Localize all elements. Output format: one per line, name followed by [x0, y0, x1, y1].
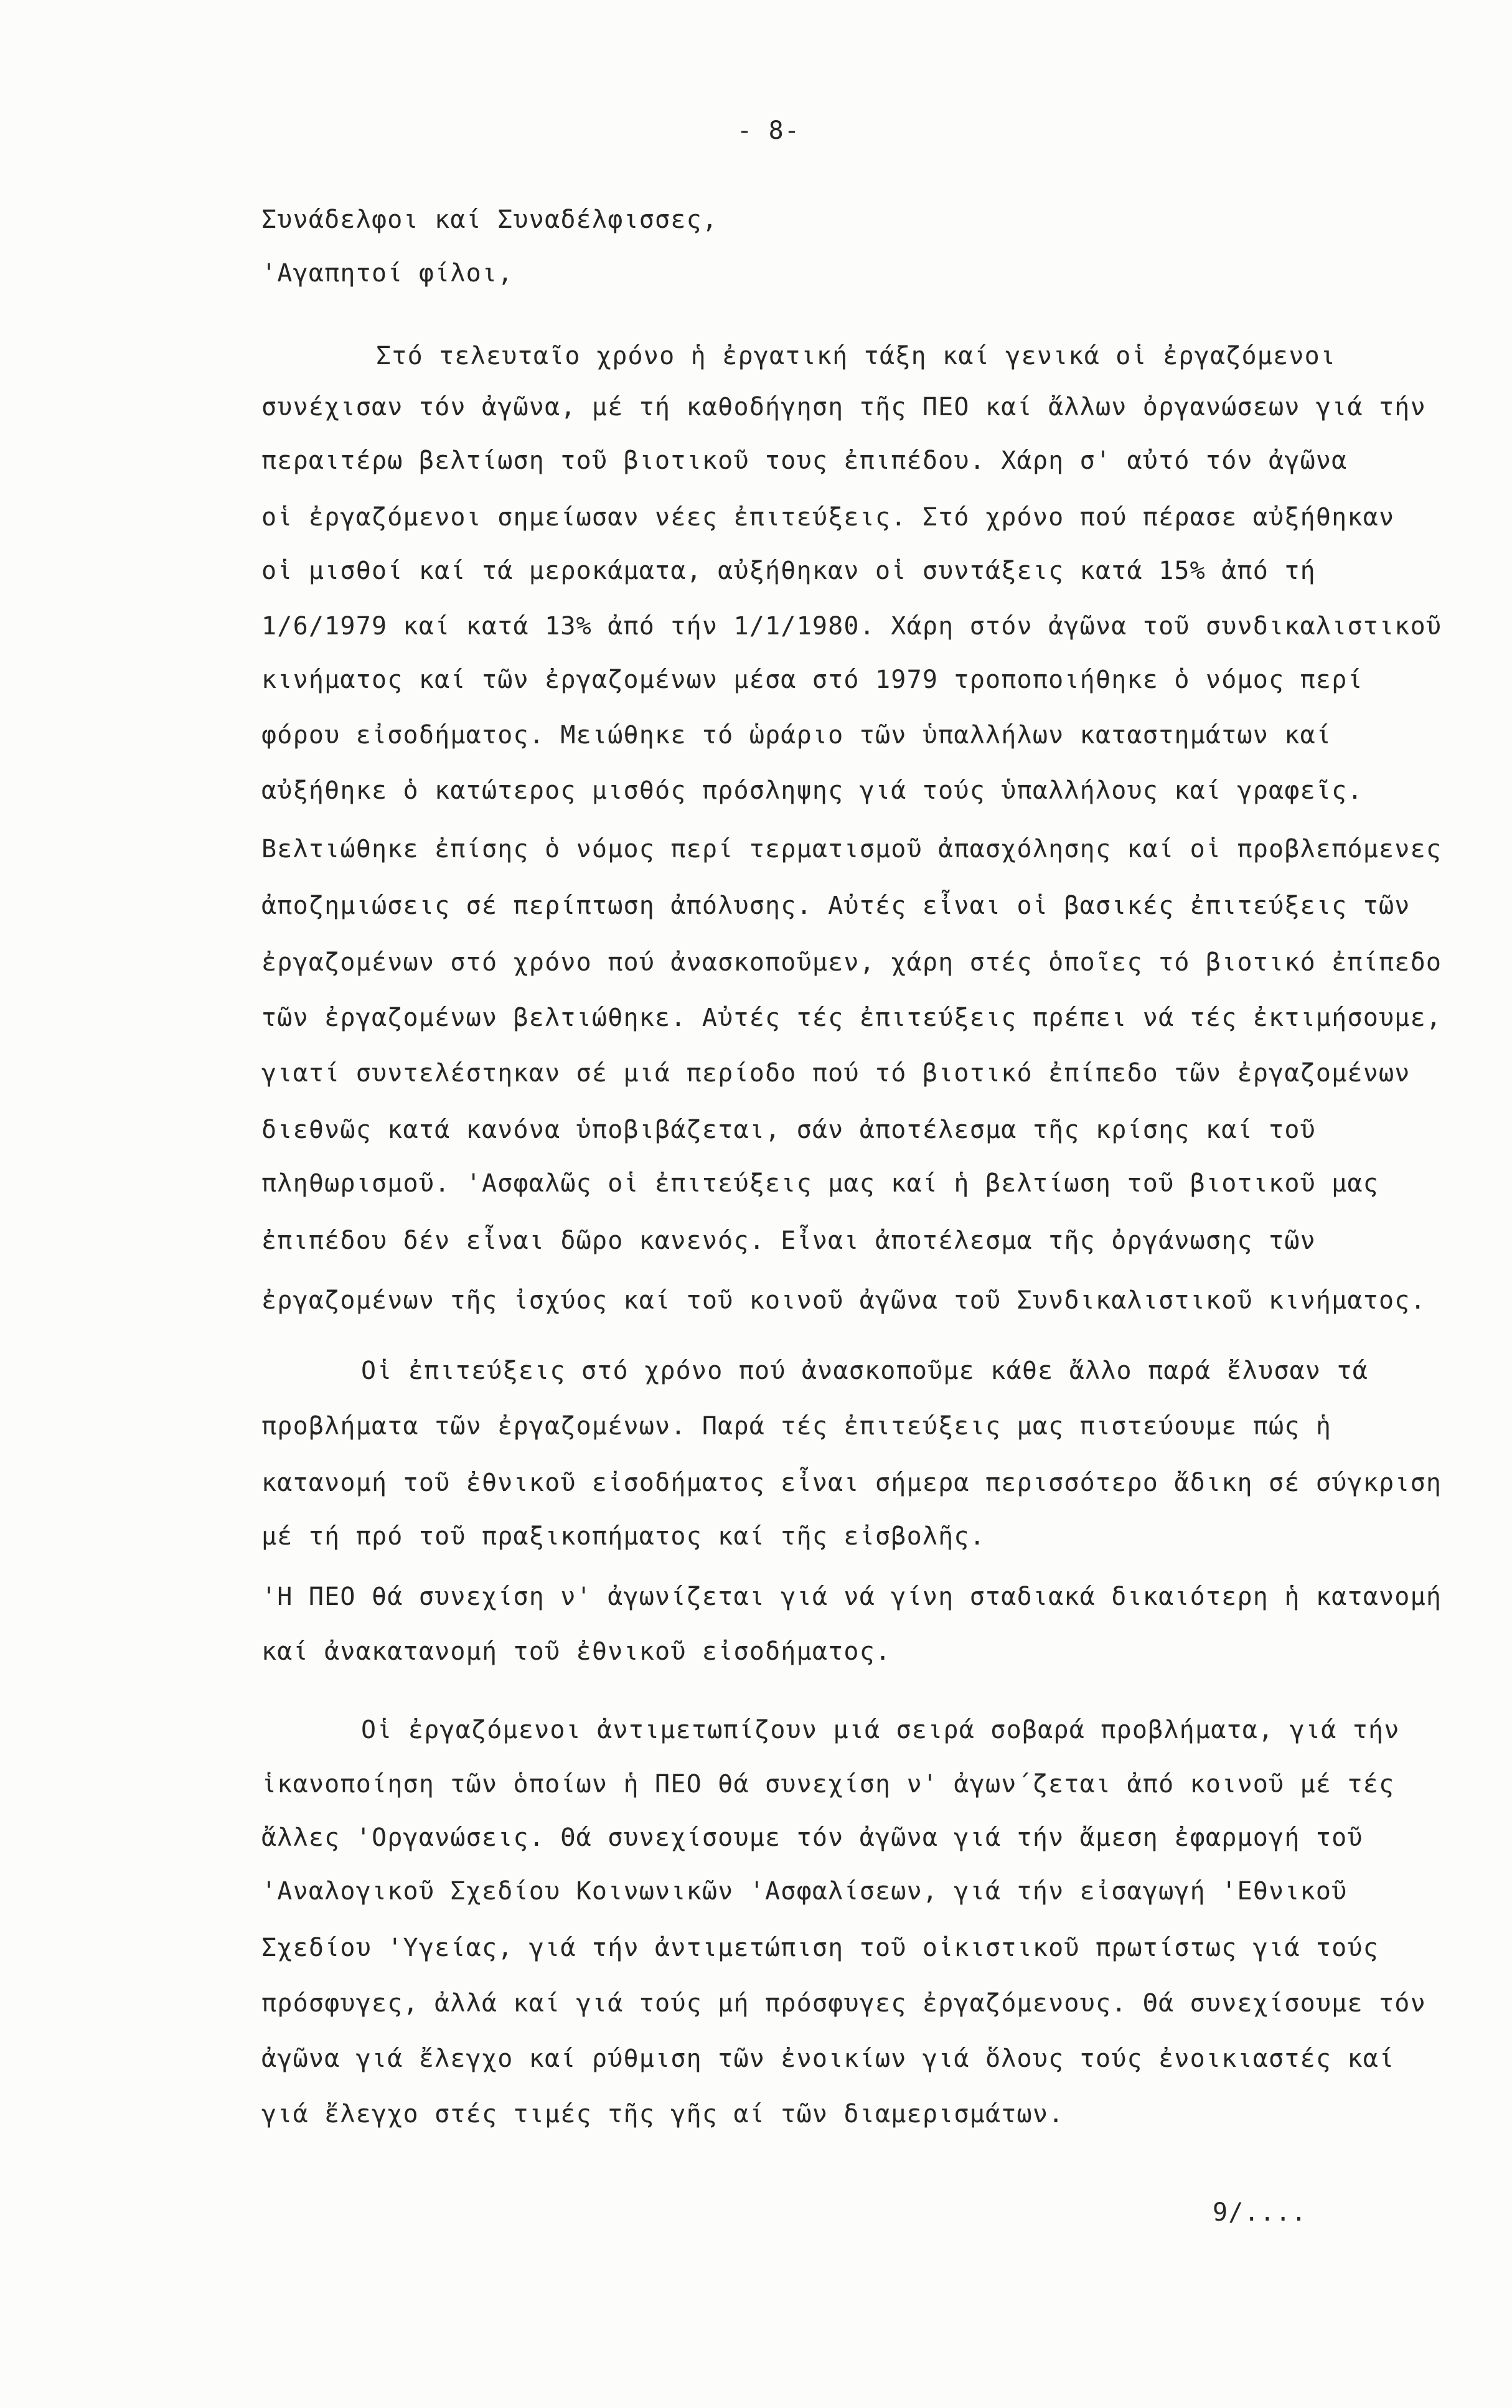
text-line: πληθωρισμοῦ. 'Ασφαλῶς οἱ ἐπιτεύξεις μας καί ἡ βελτίωση τοῦ βιοτικοῦ μας	[261, 1169, 1379, 1198]
text-line: οἱ μισθοί καί τά μεροκάματα, αὐξήθηκαν οἱ συντάξεις κατά 15% ἀπό τή	[261, 557, 1316, 585]
text-line: γιά ἔλεγχο στές τιμές τῆς γῆς αί τῶν διαμερισμάτων.	[261, 2100, 1064, 2128]
text-line: Στό τελευταῖο χρόνο ἡ ἐργατική τάξη καί γενικά οἱ ἐργαζόμενοι	[376, 342, 1336, 370]
text-line: ἀγῶνα γιά ἔλεγχο καί ρύθμιση τῶν ἐνοικίων γιά ὅλους τούς ἐνοικιαστές καί	[261, 2044, 1395, 2073]
salutation-line: 'Αγαπητοί φίλοι,	[261, 259, 514, 288]
text-line: ἄλλες 'Οργανώσεις. Θά συνεχίσουμε τόν ἀγῶνα γιά τήν ἄμεση ἐφαρμογή τοῦ	[261, 1823, 1363, 1852]
text-line: διεθνῶς κατά κανόνα ὑποβιβάζεται, σάν ἀποτέλεσμα τῆς κρίσης καί τοῦ	[261, 1116, 1316, 1144]
text-line: Οἱ ἐπιτεύξεις στό χρόνο πού ἀνασκοποῦμε κάθε ἄλλο παρά ἔλυσαν τά	[361, 1357, 1369, 1385]
text-line: αὐξήθηκε ὁ κατώτερος μισθός πρόσληψης γιά τούς ὑπαλλήλους καί γραφεῖς.	[261, 776, 1363, 805]
text-line: προβλήματα τῶν ἐργαζομένων. Παρά τές ἐπιτεύξεις μας πιστεύουμε πώς ἡ	[261, 1412, 1332, 1441]
text-line: ἀποζημιώσεις σέ περίπτωση ἀπόλυσης. Αὐτές εἶναι οἱ βασικές ἐπιτεύξεις τῶν	[261, 891, 1411, 920]
text-line: Βελτιώθηκε ἐπίσης ὁ νόμος περί τερματισμοῦ ἀπασχόλησης καί οἱ προβλεπόμενες	[261, 835, 1442, 863]
continuation-marker: 9/....	[1213, 2198, 1307, 2227]
text-line: συνέχισαν τόν ἀγῶνα, μέ τή καθοδήγηση τῆς ΠΕΟ καί ἄλλων ὀργανώσεων γιά τήν	[261, 393, 1426, 421]
text-line: ἐπιπέδου δέν εἶναι δῶρο κανενός. Εἶναι ἀποτέλεσμα τῆς ὀργάνωσης τῶν	[261, 1226, 1316, 1255]
text-line: ἱκανοποίηση τῶν ὁποίων ἡ ΠΕΟ θά συνεχίση ν' ἀγων΄ζεται ἀπό κοινοῦ μέ τές	[261, 1770, 1395, 1799]
page-number: - 8-	[737, 116, 801, 145]
text-line: κατανομή τοῦ ἐθνικοῦ εἰσοδήματος εἶναι σήμερα περισσότερο ἄδικη σέ σύγκριση	[261, 1469, 1442, 1497]
text-line: τῶν ἐργαζομένων βελτιώθηκε. Αὐτές τές ἐπιτεύξεις πρέπει νά τές ἐκτιμήσουμε,	[261, 1004, 1442, 1032]
text-line: Σχεδίου 'Υγείας, γιά τήν ἀντιμετώπιση τοῦ οἰκιστικοῦ πρωτίστως γιά τούς	[261, 1934, 1379, 1962]
text-line: περαιτέρω βελτίωση τοῦ βιοτικοῦ τους ἐπιπέδου. Χάρη σ' αὐτό τόν ἀγῶνα	[261, 446, 1348, 475]
text-line: καί ἀνακατανομή τοῦ ἐθνικοῦ εἰσοδήματος.	[261, 1637, 891, 1666]
text-line: 'Αναλογικοῦ Σχεδίου Κοινωνικῶν 'Ασφαλίσεων, γιά τήν εἰσαγωγή 'Εθνικοῦ	[261, 1877, 1348, 1906]
text-line: πρόσφυγες, ἀλλά καί γιά τούς μή πρόσφυγες ἐργαζόμενους. Θά συνεχίσουμε τόν	[261, 1989, 1426, 2018]
text-line: γιατί συντελέστηκαν σέ μιά περίοδο πού τό βιοτικό ἐπίπεδο τῶν ἐργαζομένων	[261, 1059, 1411, 1088]
text-line: μέ τή πρό τοῦ πραξικοπήματος καί τῆς εἰσβολῆς.	[261, 1522, 985, 1551]
text-line: οἱ ἐργαζόμενοι σημείωσαν νέες ἐπιτεύξεις. Στό χρόνο πού πέρασε αὐξήθηκαν	[261, 503, 1395, 532]
text-line: 'Η ΠΕΟ θά συνεχίση ν' ἀγωνίζεται γιά νά γίνη σταδιακά δικαιότερη ἡ κατανομή	[261, 1583, 1442, 1611]
text-line: Οἱ ἐργαζόμενοι ἀντιμετωπίζουν μιά σειρά σοβαρά προβλήματα, γιά τήν	[361, 1716, 1400, 1744]
text-line: ἐργαζομένων τῆς ἰσχύος καί τοῦ κοινοῦ ἀγῶνα τοῦ Συνδικαλιστικοῦ κινήματος.	[261, 1286, 1426, 1315]
salutation-line: Συνάδελφοι καί Συναδέλφισσες,	[261, 205, 718, 234]
text-line: ἐργαζομένων στό χρόνο πού ἀνασκοποῦμεν, χάρη στές ὁποῖες τό βιοτικό ἐπίπεδο	[261, 948, 1442, 977]
text-line: 1/6/1979 καί κατά 13% ἀπό τήν 1/1/1980. Χάρη στόν ἀγῶνα τοῦ συνδικαλιστικοῦ	[261, 612, 1442, 641]
text-line: φόρου εἰσοδήματος. Μειώθηκε τό ὡράριο τῶν ὑπαλλήλων καταστημάτων καί	[261, 721, 1332, 750]
text-line: κινήματος καί τῶν ἐργαζομένων μέσα στό 1979 τροποποιήθηκε ὁ νόμος περί	[261, 665, 1363, 694]
